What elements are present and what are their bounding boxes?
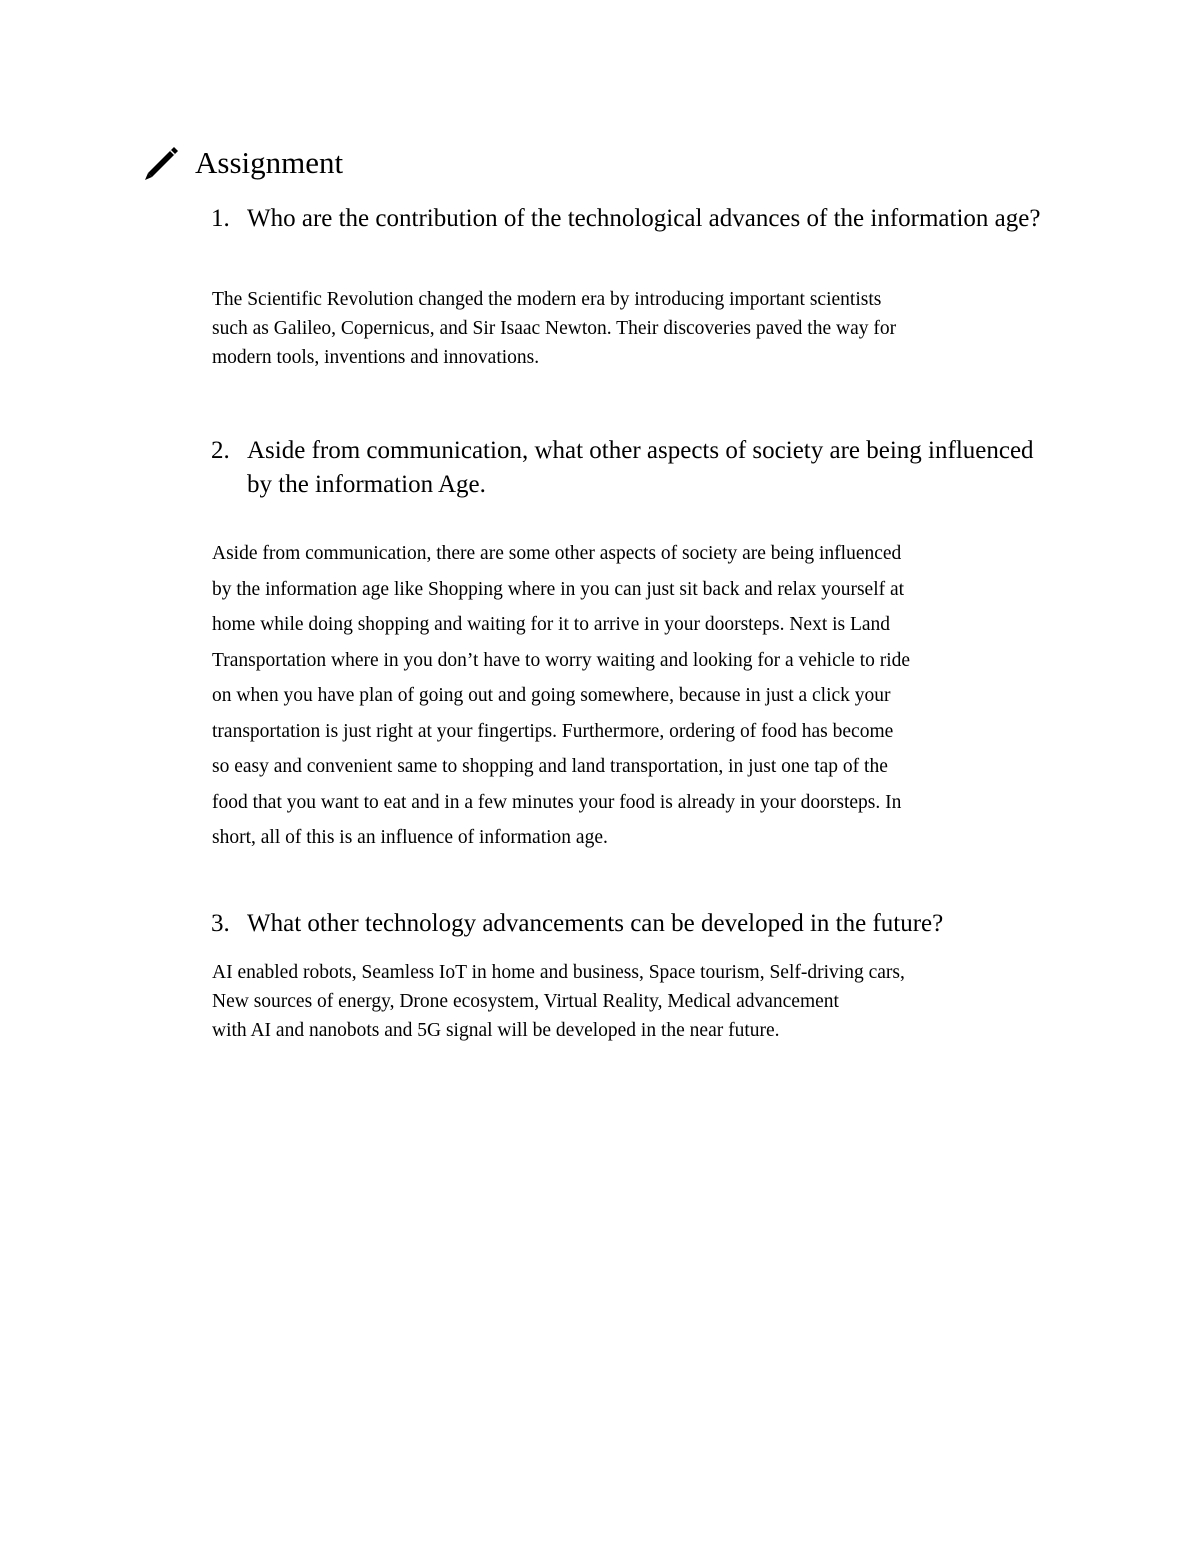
answer-3 bbox=[212, 958, 1072, 1045]
answer-2 bbox=[212, 536, 1072, 856]
answer-line: AI enabled robots, Seamless IoT in home and business, Space tourism, Self-driving cars, bbox=[212, 962, 905, 983]
answer-line: modern tools, inventions and innovations. bbox=[212, 347, 540, 368]
answer-line: The Scientific Revolution changed the modern era by introducing important scientists bbox=[212, 289, 882, 310]
question-number: 1. bbox=[211, 205, 230, 232]
answer-line: with AI and nanobots and 5G signal will be developed in the near future. bbox=[212, 1020, 780, 1041]
answer-line: Aside from communication, there are some other aspects of society are being influenced bbox=[212, 543, 902, 564]
question-1 bbox=[211, 202, 1057, 236]
answer-line: New sources of energy, Drone ecosystem, Virtual Reality, Medical advancement bbox=[212, 991, 839, 1012]
pencil-icon bbox=[143, 144, 181, 182]
answer-line: so easy and convenient same to shopping and land transportation, in just one tap of the bbox=[212, 756, 888, 777]
answer-1 bbox=[212, 285, 1072, 372]
answer-line: Transportation where in you don’t have to worry waiting and looking for a vehicle to ride bbox=[212, 649, 911, 671]
answer-line: on when you have plan of going out and going somewhere, because in just a click your bbox=[212, 685, 891, 706]
question-3 bbox=[211, 907, 1057, 941]
answer-line: food that you want to eat and in a few minutes your food is already in your doorsteps. In bbox=[212, 791, 902, 813]
question-2 bbox=[211, 434, 1057, 502]
answer-line: by the information age like Shopping where in you can just sit back and relax yourself at bbox=[212, 578, 905, 600]
question-number: 3. bbox=[211, 910, 230, 937]
answer-line: such as Galileo, Copernicus, and Sir Isaac Newton. Their discoveries paved the way for bbox=[212, 318, 897, 339]
question-text: Who are the contribution of the technological advances of the information age? bbox=[247, 205, 1041, 232]
assignment-heading bbox=[143, 141, 343, 185]
question-text: What other technology advancements can be developed in the future? bbox=[247, 910, 944, 937]
question-text: Aside from communication, what other aspects of society are being influenced by the information Age. bbox=[247, 437, 1034, 498]
question-number: 2. bbox=[211, 437, 230, 464]
answer-line: home while doing shopping and waiting for it to arrive in your doorsteps. Next is Land bbox=[212, 614, 891, 635]
answer-line: short, all of this is an influence of information age. bbox=[212, 827, 608, 848]
answer-line: transportation is just right at your fingertips. Furthermore, ordering of food has become bbox=[212, 720, 894, 742]
page-title: Assignment bbox=[195, 145, 344, 180]
